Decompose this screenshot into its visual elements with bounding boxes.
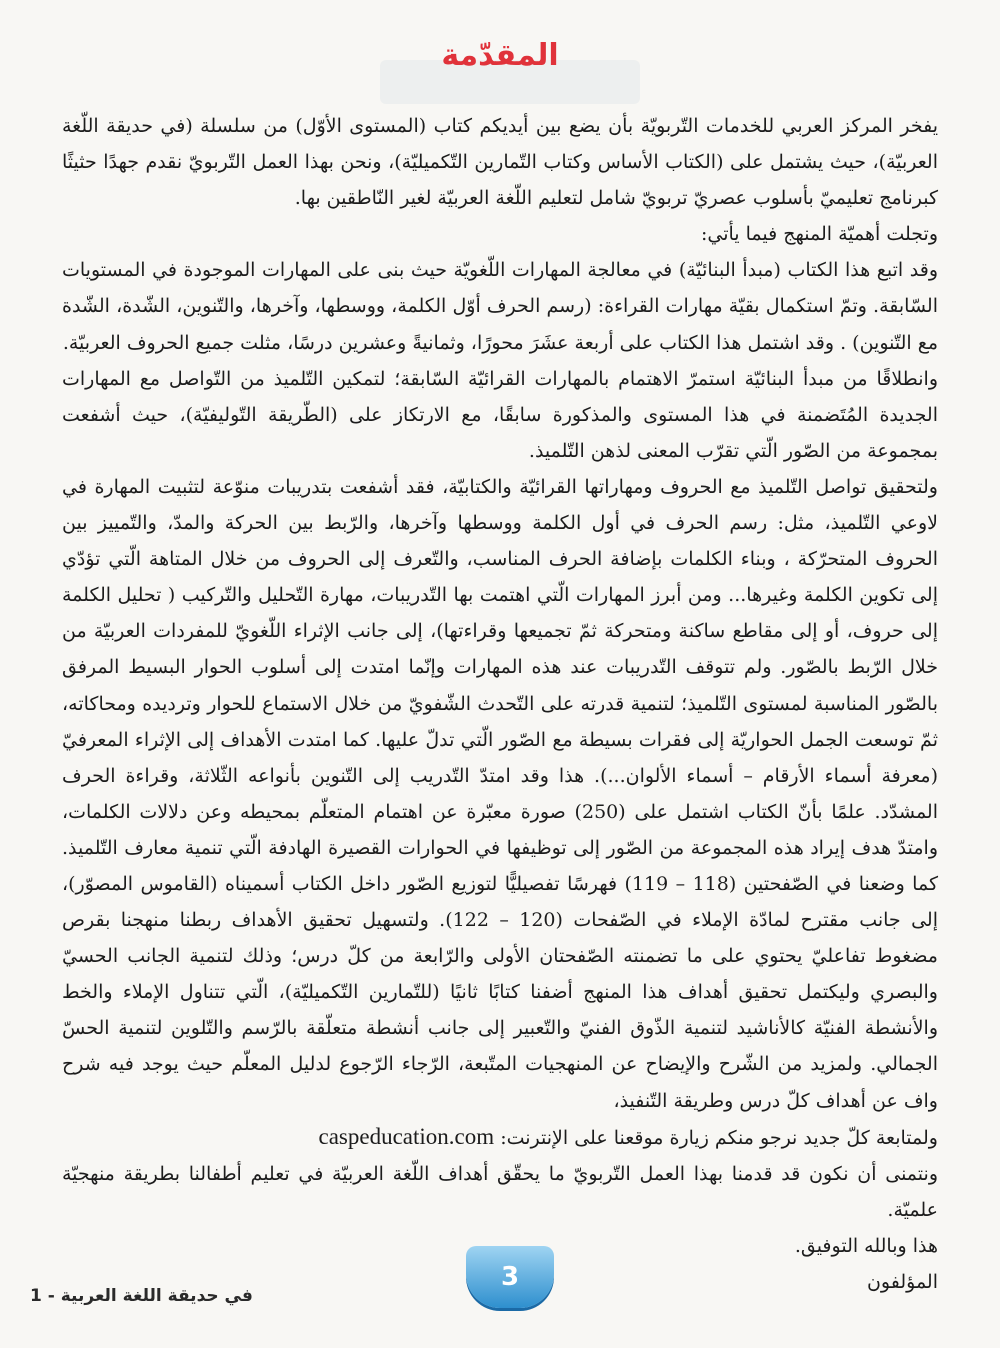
paragraph-importance: وتجلت أهميّة المنهج فيما يأتي: [700, 223, 938, 246]
website-link[interactable]: caspeducation.com [318, 1123, 495, 1149]
introduction-body [62, 108, 938, 1300]
paragraph-prior-skills: وانطلاقًا من مبدأ البنائيّة استمرّ الاهتمام بالمهارات القرائيّة السّابقة؛ لتمكين التّلميذ من التّواصل مع المهارات الجديدة المُتَضمنة في هذا المستوى والمذكورة سابقًا، مع الارتكاز على (الطّريقة التّوليفيّة)، حيث أشفعت بمجموعة من الصّور الّتي تقرّب المعنى لذهن التّلميذ. [62, 367, 938, 462]
page-title: المقدّمة [441, 38, 559, 73]
paragraph-website [62, 1119, 938, 1156]
page-number-badge [466, 1246, 554, 1308]
paragraph-exercises: ولتحقيق تواصل التّلميذ مع الحروف ومهاراتها القرائيّة والكتابيّة، فقد أشفعت بتدريبات منوّعة لتثبيت المهارة في لاوعي التّلميذ، مثل: رسم الحرف في أول الكلمة ووسطها وآخرها، والرّبط بين الحركة والمدّ، والتّمييز بين الحروف المتحرّكة ، وبناء الكلمات بإضافة الحرف المناسب، والتّعرف إلى الحروف من خلال المتاهة الّتي تؤدّي إلى تكوين الكلمة وغيرها... ومن أبرز المهارات الّتي اهتمت بها التّدريبات، مهارة التّحليل والتّركيب ( تحليل الكلمة إلى حروف، أو إلى مقاطع ساكنة ومتحركة ثمّ تجميعها وقراءتها)، إلى جانب الإثراء اللّغويّ للمفردات العربيّة من خلال الرّبط بالصّور. ولم تتوقف التّدريبات عند هذه المهارات وإنّما امتدت إلى أسلوب الحوار البسيط المرفق بالصّور المناسبة لمستوى التّلميذ؛ لتنمية قدرته على التّحدث الشّفويّ من خلال الاستماع للحوار وترديده ومحاكاته، ثمّ توسعت الجمل الحواريّة إلى فقرات بسيطة مع الصّور الّتي تدلّ عليها. كما امتدت الأهداف إلى الإثراء المعرفيّ (معرفة أسماء الأرقام – أسماء الألوان...). هذا وقد امتدّ التّدريب إلى التّنوين بأنواعه الثّلاثة، وقراءة الحرف المشدّد. علمًا بأنّ الكتاب اشتمل على (250) صورة معبّرة عن اهتمام المتعلّم بمحيطه وعن دلالات الكلمات، وامتدّ هدف إيراد هذه المجموعة من الصّور إلى توظيفها في الحوارات القصيرة الهادفة الّتي تنمية معارف التّلميذ. كما وضعنا في الصّفحتين (118 – 119) فهرسًا تفصيليًّا لتوزيع الصّور داخل الكتاب أسميناه (القاموس المصوّر)، إلى جانب مقترح لمادّة الإملاء في الصّفحات (120 – 122). ولتسهيل تحقيق الأهداف ربطنا منهجنا بقرص مضغوط تفاعليّ يحتوي على ما تضمنته الصّفحتان الأولى والرّابعة من كلّ درس؛ وذلك لتنمية الجانب الحسيّ والبصري وليكتمل تحقيق أهداف هذا المنهج أضفنا كتابًا ثانيًا (للتّمارين التّكميليّة)، الّتي تتناول الإملاء والخط والأنشطة الفنيّة كالأناشيد لتنمية الذّوق الفنيّ والتّعبير إلى جانب أنشطة متعلّقة بالرّسم والتّلوين لتنمية الحسّ الجمالي. ولمزيد من الشّرح والإيضاح عن المنهجيات المتّبعة، الرّجاء الرّجوع لدليل المعلّم حيث يوجد فيه شرح واف عن أهداف كلّ درس وطريقة التّنفيذ، [62, 475, 938, 1112]
paragraph-constructivism: وقد اتبع هذا الكتاب (مبدأ البنائيّة) في معالجة المهارات اللّغويّة حيث بنى على المهارات الموجودة في المستويات السّابقة. وتمّ استكمال بقيّة مهارات القراءة: (رسم الحرف أوّل الكلمة، ووسطها، وآخرها، والتّنوين، الشّدة، الشّدة مع التّنوين) . وقد اشتمل هذا الكتاب على أربعة عشَرَ محورًا، وثمانيةً وعشرين درسًا، مثلت جميع الحروف العربيّة. [62, 259, 938, 354]
paragraph-intro: يفخر المركز العربي للخدمات التّربويّة بأن يضع بين أيديكم كتاب (المستوى الأوّل) من سلسلة (في حديقة اللّغة العربيّة)، حيث يشتمل على (الكتاب الأساس وكتاب التّمارين التّكميليّة)، ونحن بهذا العمل التّربويّ نقدم جهدًا حثيثًا كبرنامج تعليميّ بأسلوب عصريّ تربويّ شامل لتعليم اللّغة العربيّة لغير النّاطقين بها. [62, 115, 938, 210]
website-prompt: ولمتابعة كلّ جديد نرجو منكم زيارة موقعنا على الإنترنت: [500, 1126, 938, 1149]
book-title-footer: في حديقة اللغة العربية - 1 [30, 1286, 253, 1306]
paragraph-closing: ونتمنى أن نكون قد قدمنا بهذا العمل التّربويّ ما يحقّق أهداف اللّغة العربيّة في تعليم أطفالنا بطريقة منهجيّة علميّة. [62, 1162, 938, 1221]
authors-signature: المؤلفون [866, 1271, 938, 1293]
closing-greeting: هذا وبالله التوفيق. [794, 1234, 938, 1257]
page-number: 3 [500, 1262, 520, 1292]
